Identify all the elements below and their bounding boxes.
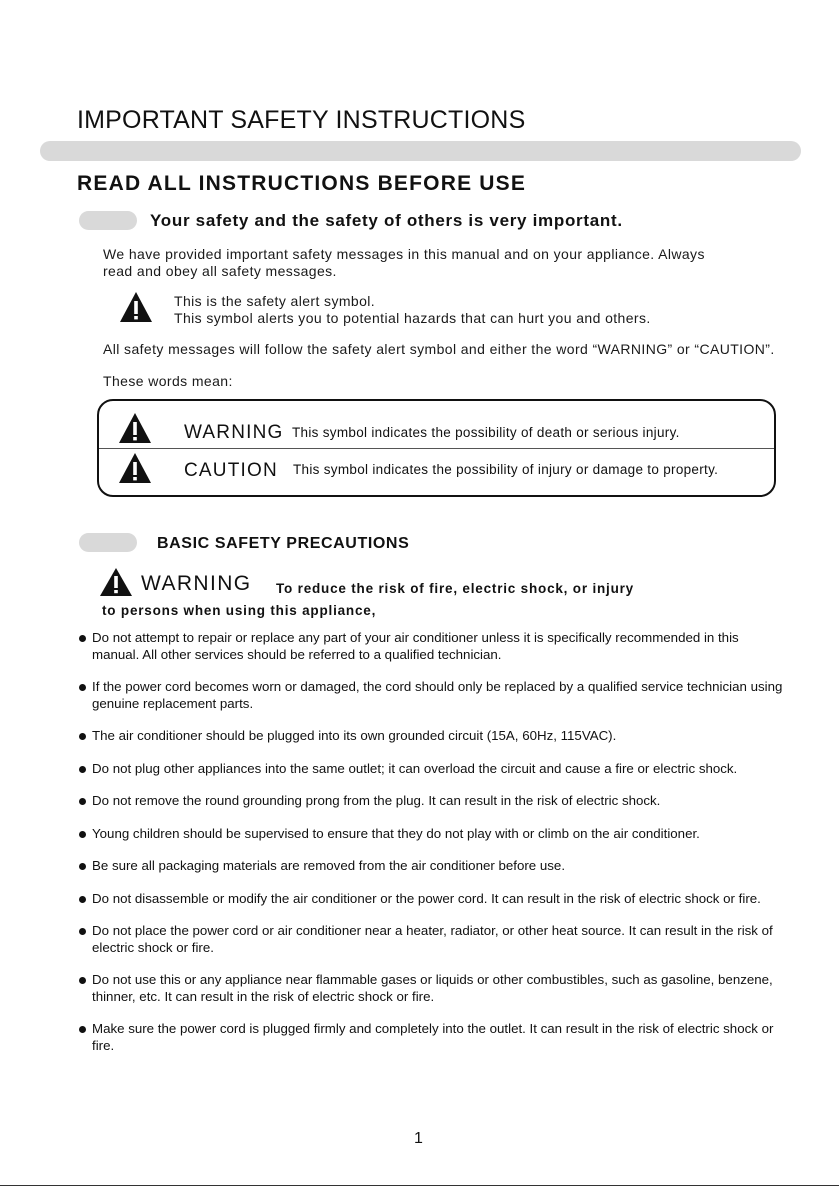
list-item: Do not place the power cord or air conditioner near a heater, radiator, or other heat source. It can result in the risk of electric shock or fire. — [77, 923, 787, 956]
list-item: Young children should be supervised to ensure that they do not play with or climb on the air conditioner. — [77, 826, 787, 843]
bullet-icon — [79, 831, 86, 838]
list-item: Do not attempt to repair or replace any part of your air conditioner unless it is specifically recommended in this manual. All other services should be referred to a qualified technician. — [77, 630, 787, 663]
symbol-line-2: This symbol alerts you to potential hazards that can hurt you and others. — [174, 310, 651, 326]
section-pill-marker — [79, 533, 137, 552]
list-item: Do not use this or any appliance near flammable gases or liquids or other combustibles, such as gasoline, benzene, thinner, etc. It can result in the risk of electric shock or fire. — [77, 972, 787, 1005]
intro-line-2: read and obey all safety messages. — [103, 263, 337, 279]
bullet-icon — [79, 863, 86, 870]
list-item: Be sure all packaging materials are removed from the air conditioner before use. — [77, 858, 787, 875]
symbol-line-1: This is the safety alert symbol. — [174, 293, 376, 309]
precautions-list — [77, 630, 787, 1070]
bullet-icon — [79, 684, 86, 691]
basic-warning-text-line-2: to persons when using this appliance, — [102, 603, 377, 618]
list-item: Do not plug other appliances into the same outlet; it can overload the circuit and cause a fire or electric shock. — [77, 761, 787, 778]
section-pill-marker — [79, 211, 137, 230]
list-item: Do not disassemble or modify the air conditioner or the power cord. It can result in the risk of electric shock or fire. — [77, 891, 787, 908]
basic-precautions-heading: BASIC SAFETY PRECAUTIONS — [157, 535, 410, 552]
page-title: IMPORTANT SAFETY INSTRUCTIONS — [77, 106, 526, 134]
warning-alert-icon — [99, 567, 133, 597]
bullet-icon — [79, 977, 86, 984]
warning-signal-word: WARNING — [184, 422, 284, 443]
basic-warning-text-line-1: To reduce the risk of fire, electric shock, or injury — [276, 581, 634, 596]
warning-description: This symbol indicates the possibility of death or serious injury. — [292, 425, 680, 440]
bullet-icon — [79, 896, 86, 903]
safety-alert-icon — [119, 291, 153, 323]
box-divider — [99, 448, 774, 449]
bullet-icon — [79, 766, 86, 773]
bullet-icon — [79, 733, 86, 740]
warning-alert-icon — [118, 412, 152, 444]
read-all-heading: READ ALL INSTRUCTIONS BEFORE USE — [77, 172, 527, 195]
list-item: If the power cord becomes worn or damaged, the cord should only be replaced by a qualified service technician using genuine replacement parts. — [77, 679, 787, 712]
caution-alert-icon — [118, 452, 152, 484]
bullet-icon — [79, 1026, 86, 1033]
follow-text: All safety messages will follow the safety alert symbol and either the word “WARNING” or “CAUTION”. — [103, 341, 775, 357]
caution-description: This symbol indicates the possibility of injury or damage to property. — [293, 462, 719, 477]
words-mean-text: These words mean: — [103, 373, 233, 389]
title-underline-bar — [40, 141, 801, 161]
list-item: Do not remove the round grounding prong from the plug. It can result in the risk of electric shock. — [77, 793, 787, 810]
safety-heading: Your safety and the safety of others is very important. — [150, 211, 623, 230]
intro-line-1: We have provided important safety messages in this manual and on your appliance. Always — [103, 246, 705, 262]
page-number: 1 — [414, 1130, 423, 1147]
bullet-icon — [79, 928, 86, 935]
bullet-icon — [79, 798, 86, 805]
list-item: The air conditioner should be plugged into its own grounded circuit (15A, 60Hz, 115VAC). — [77, 728, 787, 745]
bullet-icon — [79, 635, 86, 642]
list-item: Make sure the power cord is plugged firmly and completely into the outlet. It can result in the risk of electric shock or fire. — [77, 1021, 787, 1054]
page-bottom-rule — [0, 1185, 839, 1186]
basic-warning-word: WARNING — [141, 572, 252, 595]
caution-signal-word: CAUTION — [184, 460, 278, 481]
